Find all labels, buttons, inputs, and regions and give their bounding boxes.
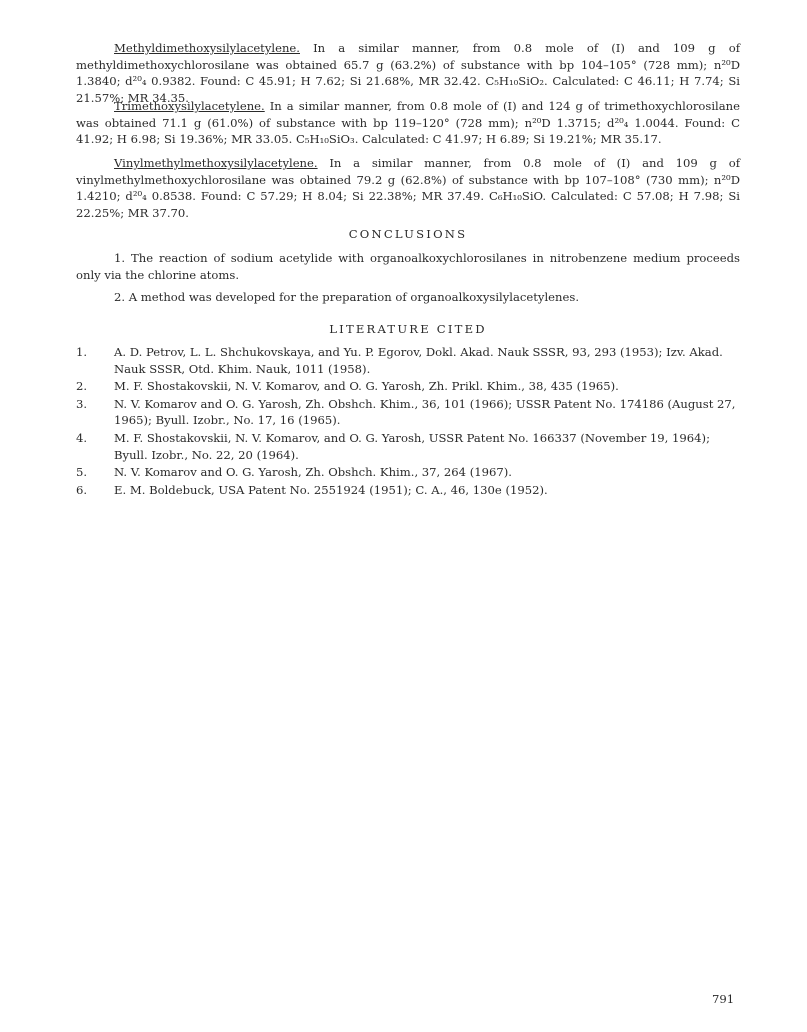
conclusion-item: 1. The reaction of sodium acetylide with organoalkoxychlorosilanes in nitrobenzene medium proceeds only via the chlorine atoms. <box>76 251 740 282</box>
reference-item <box>76 344 740 377</box>
compound-name: Vinylmethylmethoxysilylacetylene. <box>114 156 318 170</box>
compound-name: Trimethoxysilylacetylene. <box>114 99 265 113</box>
reference-text: M. F. Shostakovskii, N. V. Komarov, and O. G. Yarosh, USSR Patent No. 166337 (November 19, 1964); Byull. Izobr., No. 22, 20 (1964). <box>114 430 710 462</box>
reference-item <box>76 464 740 481</box>
page-number: 791 <box>712 992 735 1006</box>
conclusions-heading: CONCLUSIONS <box>348 227 468 241</box>
paragraph-trimethoxysilylacetylene <box>76 98 740 148</box>
reference-number: 2. <box>76 379 88 394</box>
reference-item <box>76 378 740 395</box>
paragraph-methyldimethoxysilylacetylene <box>76 40 740 106</box>
reference-number: 3. <box>76 396 88 411</box>
reference-text: N. V. Komarov and O. G. Yarosh, Zh. Obshch. Khim., 36, 101 (1966); USSR Patent No. 174186 (August 27, 1965); Byull. Izobr., No. 17, 16 (1965). <box>114 396 736 428</box>
conclusion-item: 2. A method was developed for the preparation of organoalkoxysilylacetylenes. <box>114 290 580 304</box>
reference-number: 1. <box>76 345 88 359</box>
paragraph-body: In a similar manner, from 0.8 mole of (I) and 124 g of trimethoxychlorosilane was obtained 71.1 g (61.0%) of substance with bp 119–120° (728 mm); n²⁰D 1.3715; d²⁰₄ 1.0044. Found: C 41.92; H 6.98; Si 19.36%; MR 33.05. C₅H₁₀SiO₃. Calculated: C 41.97; H 6.89; Si 19.21%; MR 35.17. <box>76 99 740 147</box>
reference-text: N. V. Komarov and O. G. Yarosh, Zh. Obshch. Khim., 37, 264 (1967). <box>114 465 512 480</box>
reference-number: 6. <box>76 482 88 497</box>
literature-heading: LITERATURE CITED <box>329 322 487 336</box>
reference-item <box>76 430 740 463</box>
paragraph-vinylmethylmethoxysilylacetylene <box>76 155 740 221</box>
reference-number: 5. <box>76 465 88 480</box>
reference-item <box>76 396 740 429</box>
paragraph-body: In a similar manner, from 0.8 mole of (I) and 109 g of methyldimethoxychlorosilane was obtained 65.7 g (63.2%) of substance with bp 104–105° (728 mm); n²⁰D 1.3840; d²⁰₄ 0.9382. Found: C 45.91; H 7.62; Si 21.68%, MR 32.42. C₅H₁₀SiO₂. Calculated: C 46.11; H 7.74; Si 21.57%; MR 34.35. <box>76 41 740 105</box>
reference-number: 4. <box>76 430 88 445</box>
reference-text: E. M. Boldebuck, USA Patent No. 2551924 (1951); C. A., 46, 130e (1952). <box>114 482 548 497</box>
compound-name: Methyldimethoxysilylacetylene. <box>114 41 300 55</box>
reference-item <box>76 482 740 499</box>
reference-text: A. D. Petrov, L. L. Shchukovskaya, and Yu. P. Egorov, Dokl. Akad. Nauk SSSR, 93, 293 (1953); Izv. Akad. Nauk SSSR, Otd. Khim. Nauk, 1011 (1958). <box>114 345 723 376</box>
paragraph-body: In a similar manner, from 0.8 mole of (I) and 109 g of vinylmethylmethoxychlorosilane was obtained 79.2 g (62.8%) of substance with bp 107–108° (730 mm); n²⁰D 1.4210; d²⁰₄ 0.8538. Found: C 57.29; H 8.04; Si 22.38%; MR 37.49. C₆H₁₀SiO. Calculated: C 57.08; H 7.98; Si 22.25%; MR 37.70. <box>76 156 740 220</box>
reference-list <box>76 344 740 499</box>
reference-text: M. F. Shostakovskii, N. V. Komarov, and O. G. Yarosh, Zh. Prikl. Khim., 38, 435 (1965). <box>114 379 619 394</box>
